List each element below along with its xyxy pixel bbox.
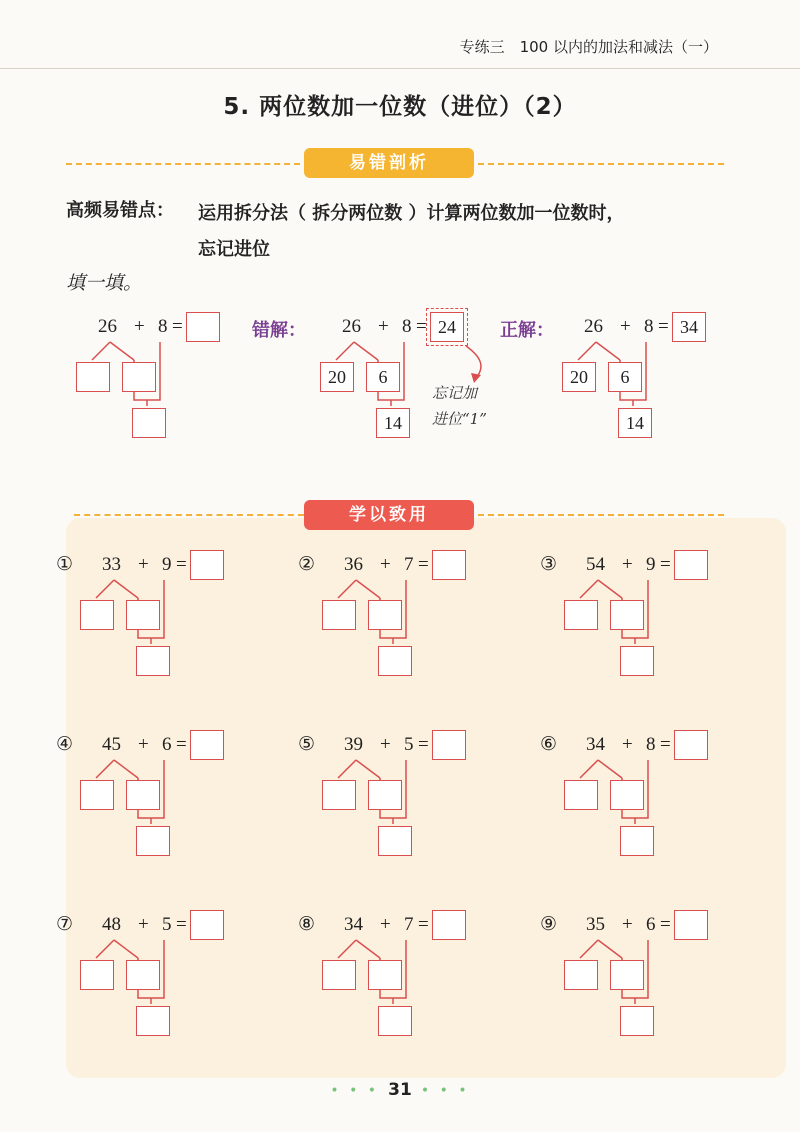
split-right-box[interactable] (368, 780, 402, 810)
addend-a: 34 (586, 734, 605, 755)
addend-b: 8 (646, 734, 656, 755)
addend-a: 54 (586, 554, 605, 575)
mistake-text-line-1: 运用拆分法（ 拆分两位数 ）计算两位数加一位数时， (198, 203, 625, 224)
partial-sum-box: 14 (618, 408, 652, 438)
split-left-box[interactable] (80, 960, 114, 990)
split-left-box: 20 (320, 362, 354, 392)
split-left-box[interactable] (322, 780, 356, 810)
addend-b: 8 (402, 316, 412, 337)
addend-a: 45 (102, 734, 121, 755)
split-right-box[interactable] (368, 600, 402, 630)
split-left-box[interactable] (80, 780, 114, 810)
addend-b: 7 (404, 914, 414, 935)
answer-box[interactable] (432, 910, 466, 940)
answer-box[interactable] (432, 550, 466, 580)
plus-sign: + (380, 734, 391, 755)
split-right-box[interactable] (610, 780, 644, 810)
correct-solution-label: 正解： (500, 320, 554, 341)
plus-sign: + (380, 554, 391, 575)
footer-dots-left: • • • (330, 1083, 380, 1099)
page-title: 5. 两位数加一位数（进位）（2） (223, 94, 577, 120)
equals-sign: = (176, 734, 187, 755)
addend-a: 26 (98, 316, 117, 337)
mistake-note-line-2: 进位“1” (432, 410, 487, 428)
footer-dots-right: • • • (420, 1083, 470, 1099)
plus-sign: + (134, 316, 145, 337)
section-banner-mistakes: 易错剖析 (304, 148, 474, 178)
split-right-box[interactable] (126, 600, 160, 630)
answer-box[interactable] (674, 550, 708, 580)
mistake-arrow-icon (0, 0, 800, 480)
equals-sign: = (176, 554, 187, 575)
addend-b: 9 (162, 554, 172, 575)
split-right-box[interactable] (610, 600, 644, 630)
answer-box[interactable] (190, 550, 224, 580)
addend-b: 6 (646, 914, 656, 935)
addend-b: 5 (162, 914, 172, 935)
equals-sign: = (418, 734, 429, 755)
equals-sign: = (416, 316, 427, 337)
addend-b: 7 (404, 554, 414, 575)
partial-sum-box[interactable] (136, 1006, 170, 1036)
plus-sign: + (620, 316, 631, 337)
problem-number: ⑤ (298, 734, 316, 755)
addend-a: 26 (342, 316, 361, 337)
answer-box[interactable] (190, 730, 224, 760)
addend-a: 33 (102, 554, 121, 575)
equals-sign: = (176, 914, 187, 935)
split-left-box: 20 (562, 362, 596, 392)
footer (0, 1080, 800, 1100)
answer-box[interactable] (432, 730, 466, 760)
equals-sign: = (660, 914, 671, 935)
addend-b: 8 (644, 316, 654, 337)
partial-sum-box[interactable] (136, 646, 170, 676)
partial-sum-box[interactable] (620, 826, 654, 856)
plus-sign: + (138, 554, 149, 575)
addend-a: 48 (102, 914, 121, 935)
answer-box: 34 (672, 312, 706, 342)
partial-sum-box[interactable] (620, 646, 654, 676)
split-right-box[interactable] (126, 960, 160, 990)
equals-sign: = (660, 734, 671, 755)
partial-sum-box[interactable] (378, 826, 412, 856)
problem-number: ⑧ (298, 914, 316, 935)
instruction: 填一填。 (66, 272, 143, 294)
split-left-box[interactable] (564, 960, 598, 990)
split-right-box[interactable] (368, 960, 402, 990)
addend-a: 35 (586, 914, 605, 935)
problem-number: ⑨ (540, 914, 558, 935)
equals-sign: = (658, 316, 669, 337)
answer-box[interactable] (674, 730, 708, 760)
dashed-divider-right-2 (478, 514, 724, 516)
split-left-box[interactable] (322, 600, 356, 630)
split-right-box[interactable] (610, 960, 644, 990)
plus-sign: + (378, 316, 389, 337)
problem-number: ② (298, 554, 316, 575)
addend-a: 26 (584, 316, 603, 337)
section-banner-practice: 学以致用 (304, 500, 474, 530)
problem-number: ③ (540, 554, 558, 575)
problem-number: ⑥ (540, 734, 558, 755)
plus-sign: + (622, 914, 633, 935)
partial-sum-box[interactable] (378, 1006, 412, 1036)
mistake-text-line-2: 忘记进位 (198, 239, 270, 260)
partial-sum-box: 14 (376, 408, 410, 438)
partial-sum-box[interactable] (378, 646, 412, 676)
plus-sign: + (138, 734, 149, 755)
equals-sign: = (172, 316, 183, 337)
plus-sign: + (380, 914, 391, 935)
answer-box[interactable] (674, 910, 708, 940)
addend-b: 8 (158, 316, 168, 337)
equals-sign: = (660, 554, 671, 575)
problem-number: ① (56, 554, 74, 575)
partial-sum-box[interactable] (136, 826, 170, 856)
plus-sign: + (138, 914, 149, 935)
plus-sign: + (622, 734, 633, 755)
split-left-box[interactable] (322, 960, 356, 990)
mistake-note-line-1: 忘记加 (432, 384, 478, 402)
addend-b: 9 (646, 554, 656, 575)
plus-sign: + (622, 554, 633, 575)
split-right-box[interactable] (126, 780, 160, 810)
split-right-box: 6 (366, 362, 400, 392)
split-left-box[interactable] (80, 600, 114, 630)
section-label: 专练三 100 以内的加法和减法（一） (459, 38, 718, 56)
split-left-box[interactable] (564, 600, 598, 630)
answer-box: 24 (430, 312, 464, 342)
addend-a: 36 (344, 554, 363, 575)
split-right-box: 6 (608, 362, 642, 392)
mistake-label: 高频易错点： (66, 200, 174, 221)
addend-b: 5 (404, 734, 414, 755)
addend-b: 6 (162, 734, 172, 755)
addend-a: 39 (344, 734, 363, 755)
addend-a: 34 (344, 914, 363, 935)
split-left-box[interactable] (564, 780, 598, 810)
dashed-divider-left-2 (74, 514, 304, 516)
partial-sum-box[interactable] (620, 1006, 654, 1036)
equals-sign: = (418, 554, 429, 575)
problem-number: ④ (56, 734, 74, 755)
problem-number: ⑦ (56, 914, 74, 935)
page-number: 31 (388, 1080, 412, 1100)
answer-box[interactable] (190, 910, 224, 940)
equals-sign: = (418, 914, 429, 935)
wrong-solution-label: 错解： (252, 320, 306, 341)
